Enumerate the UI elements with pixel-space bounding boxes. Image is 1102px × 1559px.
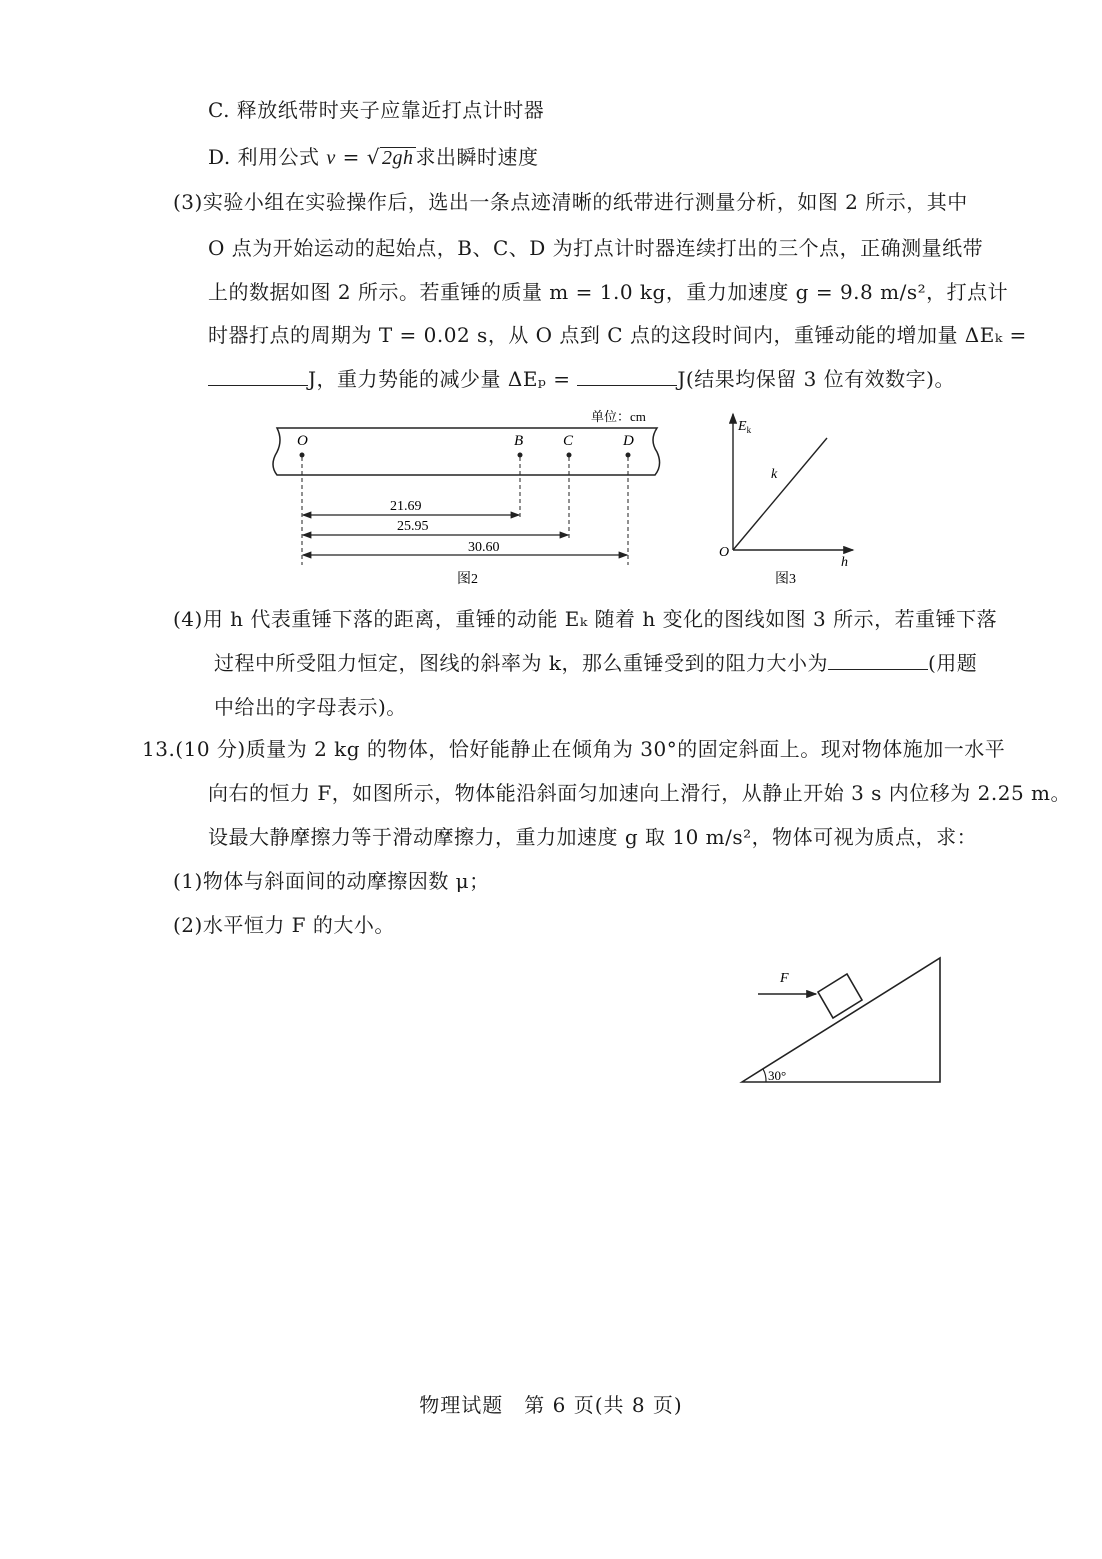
sqrt-radicand: 2gh xyxy=(382,147,414,169)
q4-line1: (4)用 h 代表重锤下落的距离，重锤的动能 Eₖ 随着 h 变化的图线如图 3 所示，若重锤下落 xyxy=(173,607,998,631)
q13-line1: 13.(10 分)质量为 2 kg 的物体，恰好能静止在倾角为 30°的固定斜面上。现对物体施加一水平 xyxy=(142,737,1006,761)
q13-line2: 向右的恒力 F，如图所示，物体能沿斜面匀加速向上滑行，从静止开始 3 s 内位移为 2.25 m。 xyxy=(208,781,1072,805)
dot-b xyxy=(518,453,523,458)
q4-line2-a: 过程中所受阻力恒定，图线的斜率为 k，那么重锤受到的阻力大小为 xyxy=(214,651,828,675)
option-d-v: v xyxy=(326,147,336,169)
answer-blank-ek xyxy=(208,367,308,386)
force-label: F xyxy=(780,971,789,986)
q3-line3: 上的数据如图 2 所示。若重锤的质量 m = 1.0 kg，重力加速度 g = 9.8 m/s²，打点计 xyxy=(208,280,1009,304)
incline-figure xyxy=(730,950,980,1090)
answer-blank-resistance xyxy=(828,651,928,670)
x-axis-label: h xyxy=(841,555,848,570)
measure-od: 30.60 xyxy=(468,540,500,555)
dot-d xyxy=(626,453,631,458)
origin-label: O xyxy=(719,545,730,560)
q13-line3: 设最大静摩擦力等于滑动摩擦力，重力加速度 g 取 10 m/s²，物体可视为质点，求： xyxy=(208,825,978,849)
sqrt-expression: √ 2gh xyxy=(366,145,414,169)
figure-2-paper-tape xyxy=(265,405,675,590)
angle-arc xyxy=(763,1069,766,1082)
point-label-b: B xyxy=(514,433,524,449)
answer-blank-ep xyxy=(577,367,677,386)
slope-label: k xyxy=(771,467,778,482)
q3-line5-b: J(结果均保留 3 位有效数字)。 xyxy=(677,367,955,391)
measure-oc: 25.95 xyxy=(397,519,429,534)
point-label-c: C xyxy=(563,433,574,449)
point-label-d: D xyxy=(623,433,634,449)
ek-line xyxy=(733,438,827,550)
fig2-unit: 单位：cm xyxy=(591,409,646,424)
measure-ob: 21.69 xyxy=(390,499,422,514)
q13-sub1: (1)物体与斜面间的动摩擦因数 μ； xyxy=(173,869,490,893)
tape-outline xyxy=(273,428,660,475)
y-axis-label: $E_k$ xyxy=(738,419,752,435)
incline-triangle xyxy=(742,958,940,1082)
figure-3-ek-graph xyxy=(705,408,865,590)
fig2-caption: 图2 xyxy=(457,572,478,587)
q4-line2-b: (用题 xyxy=(927,651,978,675)
fig3-caption: 图3 xyxy=(775,572,796,587)
q3-line2: O 点为开始运动的起始点，B、C、D 为打点计时器连续打出的三个点，正确测量纸带 xyxy=(208,236,984,260)
option-d-suffix: 求出瞬时速度 xyxy=(415,145,539,169)
option-c: C. 释放纸带时夹子应靠近打点计时器 xyxy=(208,98,545,122)
dot-c xyxy=(567,453,572,458)
angle-label: 30° xyxy=(768,1068,787,1083)
q13-sub2: (2)水平恒力 F 的大小。 xyxy=(173,913,395,937)
option-d-eq: = xyxy=(335,145,367,169)
q4-line3: 中给出的字母表示)。 xyxy=(214,695,407,719)
page-footer: 物理试题 第 6 页(共 8 页) xyxy=(419,1393,683,1417)
dot-o xyxy=(300,453,305,458)
q3-line5 xyxy=(208,365,955,393)
option-d xyxy=(208,143,539,172)
q3-line1: (3)实验小组在实验操作后，选出一条点迹清晰的纸带进行测量分析，如图 2 所示，其中 xyxy=(173,190,968,214)
q3-line5-a: J，重力势能的减少量 ΔEₚ = xyxy=(308,367,578,391)
point-label-o: O xyxy=(297,433,308,449)
q4-line2 xyxy=(214,649,977,677)
option-d-prefix: D. 利用公式 xyxy=(208,145,327,169)
q3-line4: 时器打点的周期为 T = 0.02 s，从 O 点到 C 点的这段时间内，重锤动能的增加量 ΔEₖ = xyxy=(208,323,1027,347)
